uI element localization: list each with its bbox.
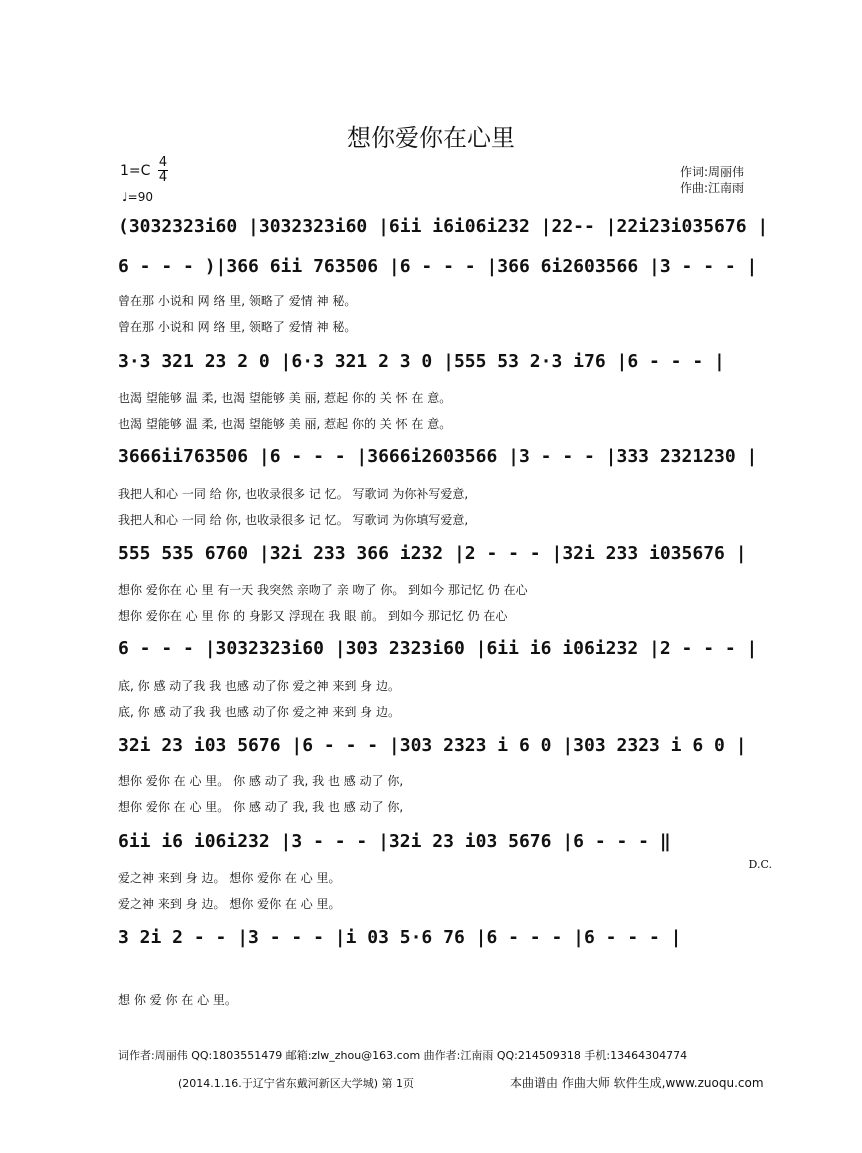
lyricist-credit: 作词:周丽伟 [679,165,744,179]
lyric-row-3-verse-1: 也渴 望能够 温 柔, 也渴 望能够 美 丽, 惹起 你的 关 怀 在 意。 [118,391,452,405]
credits [680,164,744,196]
footer-date-page: (2014.1.16.于辽宁省东戴河新区大学城) 第 1页 [178,1077,415,1090]
footer-generator-note: 本曲谱由 作曲大师 软件生成,www.zuoqu.com [510,1076,764,1090]
lyric-row-8-verse-1: 爱之神 来到 身 边。 想你 爱你 在 心 里。 [118,871,341,885]
notation-row-3: 3·3 321 23 2 0 |6·3 321 2 3 0 |555 53 2·3 i76 |6 - - - | [118,351,725,372]
lyric-row-7-verse-2: 想你 爱你 在 心 里。 你 感 动了 我, 我 也 感 动了 你, [118,800,404,814]
tempo-marking: ♩=90 [122,190,153,204]
page-title: 想你爱你在心里 [347,124,515,152]
lyric-row-7-verse-1: 想你 爱你 在 心 里。 你 感 动了 我, 我 也 感 动了 你, [118,774,404,788]
lyric-row-2-verse-1: 曾在那 小说和 网 络 里, 领略了 爱情 神 秘。 [118,294,357,308]
da-capo-marking: D.C. [748,858,772,871]
lyric-row-4-verse-2: 我把人和心 一同 给 你, 也收录很多 记 忆。 写歌词 为你填写爱意, [118,513,469,527]
key-signature: 1=C [120,163,151,179]
notation-row-4: 3666ii763506 |6 - - - |3666i2603566 |3 - - - |333 2321230 | [118,446,758,467]
notation-row-1: (3032323i60 |3032323i60 |6ii i6i06i232 |22-- |22i23i035676 | [118,216,768,237]
notation-row-9: 3 2i 2 - - |3 - - - |i 03 5·6 76 |6 - - - |6 - - - | [118,927,682,948]
time-signature [158,156,168,185]
composer-credit: 作曲:江南雨 [679,181,744,195]
lyric-row-4-verse-1: 我把人和心 一同 给 你, 也收录很多 记 忆。 写歌词 为你补写爱意, [118,487,469,501]
lyric-row-3-verse-2: 也渴 望能够 温 柔, 也渴 望能够 美 丽, 惹起 你的 关 怀 在 意。 [118,417,452,431]
notation-row-8: 6ii i6 i06i232 |3 - - - |32i 23 i03 5676 |6 - - - ‖ [118,831,671,852]
time-sig-bottom: 4 [158,170,168,185]
notation-row-5: 555 535 6760 |32i 233 366 i232 |2 - - - |32i 233 i035676 | [118,543,747,564]
lyric-row-8-verse-2: 爱之神 来到 身 边。 想你 爱你 在 心 里。 [118,897,341,911]
lyric-row-2-verse-2: 曾在那 小说和 网 络 里, 领略了 爱情 神 秘。 [118,320,357,334]
notation-row-6: 6 - - - |3032323i60 |303 2323i60 |6ii i6 i06i232 |2 - - - | [118,638,758,659]
lyric-row-6-verse-1: 底, 你 感 动了我 我 也感 动了你 爱之神 来到 身 边。 [118,679,400,693]
footer-contact-line: 词作者:周丽伟 QQ:1803551479 邮箱:zlw_zhou@163.com 曲作者:江南雨 QQ:214509318 手机:13464304774 [118,1049,688,1062]
time-sig-top: 4 [158,155,168,170]
lyric-row-9-verse-1: 想 你 爱 你 在 心 里。 [118,993,237,1007]
lyric-row-6-verse-2: 底, 你 感 动了我 我 也感 动了你 爱之神 来到 身 边。 [118,705,400,719]
notation-row-2: 6 - - - )|366 6ii 763506 |6 - - - |366 6i2603566 |3 - - - | [118,256,758,277]
notation-row-7: 32i 23 i03 5676 |6 - - - |303 2323 i 6 0 |303 2323 i 6 0 | [118,735,747,756]
lyric-row-5-verse-2: 想你 爱你在 心 里 你 的 身影又 浮现在 我 眼 前。 到如今 那记忆 仍 在心 [118,609,508,623]
lyric-row-5-verse-1: 想你 爱你在 心 里 有一天 我突然 亲吻了 亲 吻了 你。 到如今 那记忆 仍 在心 [118,583,528,597]
